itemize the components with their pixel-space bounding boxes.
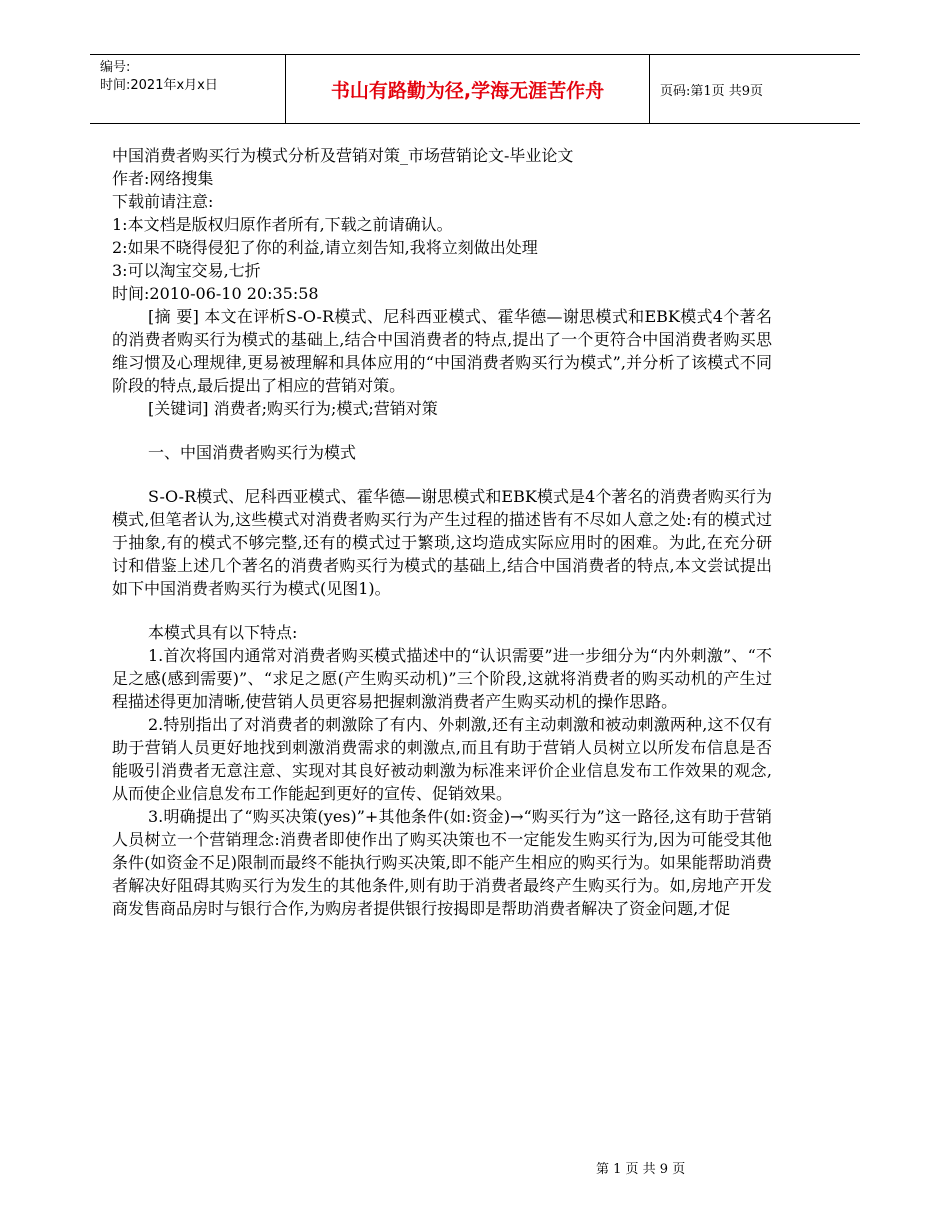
feature-paragraph: 1.首次将国内通常对消费者购买模式描述中的“认识需要”进一步细分为“内外刺激”、“不足之感(感到需要)”、“求足之愿(产生购买动机)”三个阶段,这就将消费者的购买动机的产生过程描述得更加清晰,使营销人员更容易把握刺激消费者产生购买动机的操作思路。 <box>112 646 772 711</box>
notice-heading: 下载前请注意: <box>112 192 214 211</box>
features-intro: 本模式具有以下特点: <box>148 623 298 642</box>
notice-item: 1:本文档是版权归原作者所有,下载之前请确认。 <box>112 215 453 234</box>
document-body <box>112 144 772 920</box>
notice-item: 2:如果不晓得侵犯了你的利益,请立刻告知,我将立刻做出处理 <box>112 238 538 257</box>
footer-page-number: 第 1 页 共 9 页 <box>596 1162 686 1177</box>
feature-paragraph: 3.明确提出了“购买决策(yes)”+其他条件(如:资金)→“购买行为”这一路径,这有助于营销人员树立一个营销理念:消费者即使作出了购买决策也不一定能发生购买行为,因为可能受其他条件(如资金不足)限制而最终不能执行购买决策,即不能产生相应的购买行为。如果能帮助消费者解决好阻碍其购买行为发生的其他条件,则有助于消费者最终产生购买行为。如,房地产开发商发售商品房时与银行合作,为购房者提供银行按揭即是帮助消费者解决了资金问题,才促 <box>112 807 772 918</box>
keywords: [关键词] 消费者;购买行为;模式;营销对策 <box>148 399 438 418</box>
header-page-info: 页码:第1页 共9页 <box>660 83 764 99</box>
time-label: 时间:2021年x月x日 <box>100 78 218 93</box>
feature-paragraph: 2.特别指出了对消费者的刺激除了有内、外刺激,还有主动刺激和被动刺激两种,这不仅有助于营销人员更好地找到刺激消费需求的刺激点,而且有助于营销人员树立以所发布信息是否能吸引消费者无意注意、实现对其良好被动刺激为标准来评价企业信息发布工作效果的观念,从而使企业信息发布工作能起到更好的宣传、促销效果。 <box>112 715 772 803</box>
notice-item: 3:可以淘宝交易,七折 <box>112 261 261 280</box>
section-heading: 一、中国消费者购买行为模式 <box>148 443 357 462</box>
document-header <box>90 54 860 124</box>
header-meta <box>90 55 286 123</box>
abstract-paragraph: [摘 要] 本文在评析S-O-R模式、尼科西亚模式、霍华德—谢思模式和EBK模式4个著名的消费者购买行为模式的基础上,结合中国消费者的特点,提出了一个更符合中国消费者购买思维习惯及心理规律,更易被理解和具体应用的“中国消费者购买行为模式”,并分析了该模式不同阶段的特点,最后提出了相应的营销对策。 <box>112 307 772 395</box>
header-motto: 书山有路勤为径,学海无涯苦作舟 <box>286 55 650 123</box>
doc-time: 时间:2010-06-10 20:35:58 <box>112 284 319 303</box>
serial-label: 编号: <box>100 60 131 75</box>
doc-title: 中国消费者购买行为模式分析及营销对策_市场营销论文-毕业论文 <box>112 146 574 165</box>
doc-author: 作者:网络搜集 <box>112 169 214 188</box>
body-paragraph: S-O-R模式、尼科西亚模式、霍华德—谢思模式和EBK模式是4个著名的消费者购买行为模式,但笔者认为,这些模式对消费者购买行为产生过程的描述皆有不尽如人意之处:有的模式过于抽象,有的模式不够完整,还有的模式过于繁琐,这均造成实际应用时的困难。为此,在充分研讨和借鉴上述几个著名的消费者购买行为模式的基础上,结合中国消费者的特点,本文尝试提出如下中国消费者购买行为模式(见图1)。 <box>112 487 772 598</box>
